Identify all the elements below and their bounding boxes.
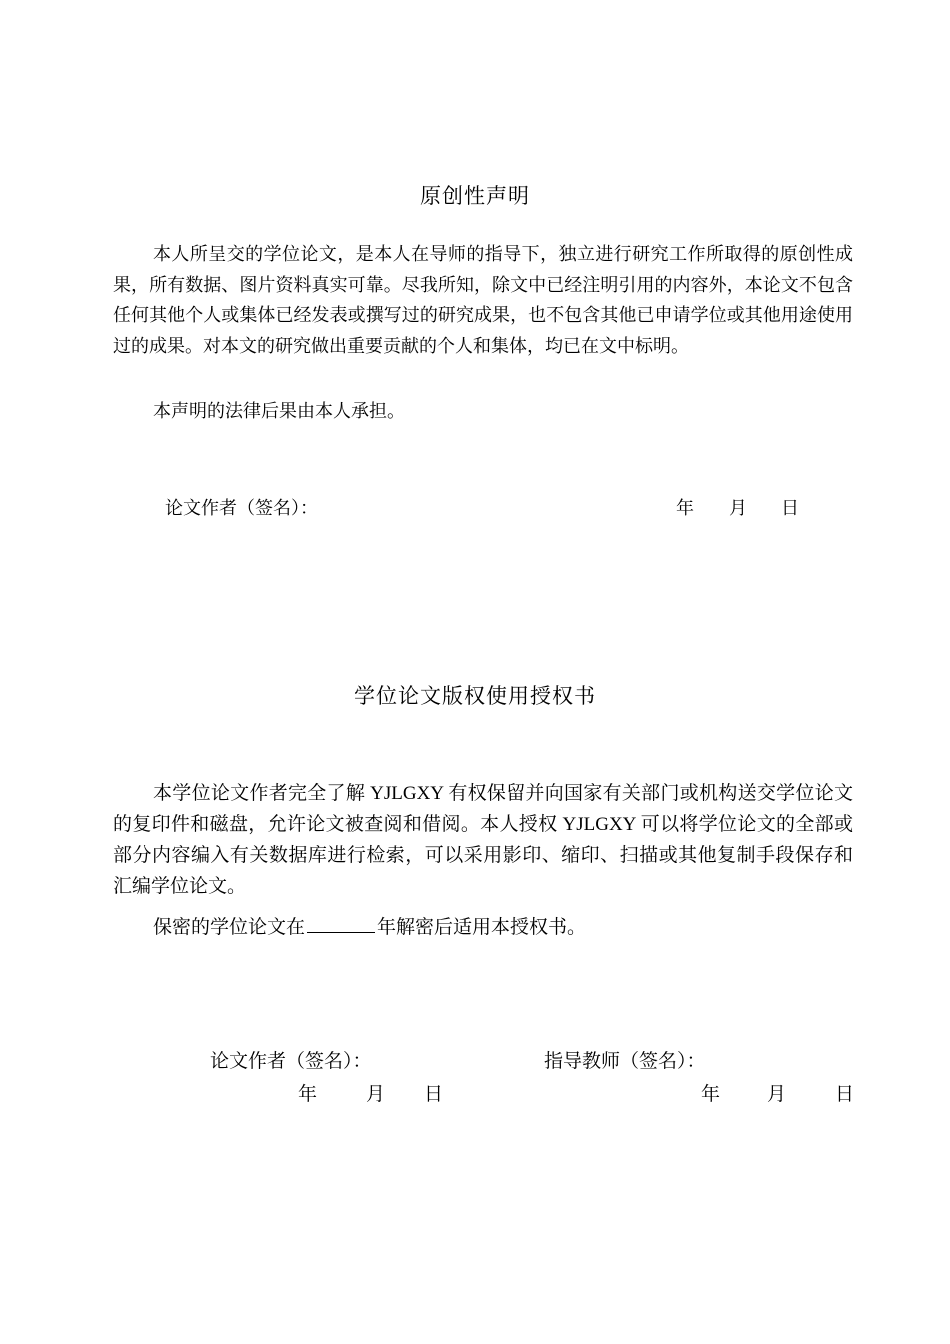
advisor-month-label: 月 — [767, 1083, 787, 1105]
author-day-label: 日 — [424, 1083, 444, 1105]
author-year-label: 年 — [298, 1083, 318, 1105]
confidential-years-blank[interactable] — [307, 931, 375, 933]
author-signature-label: 论文作者（签名）： — [210, 1050, 372, 1072]
originality-paragraph-1: 本人所呈交的学位论文，是本人在导师的指导下，独立进行研究工作所取得的原创性成果，所有数据、图片资料真实可靠。尽我所知，除文中已经注明引用的内容外，本论文不包含任何其他个人或集体已经发表或撰写过的研究成果，也不包含其他已申请学位或其他用途使用过的成果。对本文的研究做出重要贡献的个人和集体，均已在文中标明。 — [113, 244, 853, 357]
confidential-prefix: 保密的学位论文在 — [153, 917, 306, 938]
advisor-day-label: 日 — [835, 1083, 855, 1105]
originality-paragraph-2: 本声明的法律后果由本人承担。 — [153, 401, 405, 422]
originality-title: 原创性声明 — [420, 184, 530, 208]
originality-signature-label: 论文作者（签名）： — [165, 498, 318, 519]
originality-year-label: 年 — [676, 498, 694, 519]
confidential-statement — [113, 912, 853, 943]
confidential-suffix: 年解密后适用本授权书。 — [377, 917, 587, 938]
authorization-paragraph-1: 本学位论文作者完全了解 YJLGXY 有权保留并向国家有关部门或机构送交学位论文的复印件和磁盘，允许论文被查阅和借阅。本人授权 YJLGXY 可以将学位论文的全部或部分内容编入有关数据库进行检索，可以采用影印、缩印、扫描或其他复制手段保存和汇编学位论文。 — [113, 783, 853, 897]
advisor-signature-label: 指导教师（签名）： — [544, 1050, 706, 1072]
author-month-label: 月 — [366, 1083, 386, 1105]
advisor-year-label: 年 — [701, 1083, 721, 1105]
originality-month-label: 月 — [729, 498, 747, 519]
authorization-title: 学位论文版权使用授权书 — [354, 684, 596, 708]
originality-day-label: 日 — [781, 498, 799, 519]
